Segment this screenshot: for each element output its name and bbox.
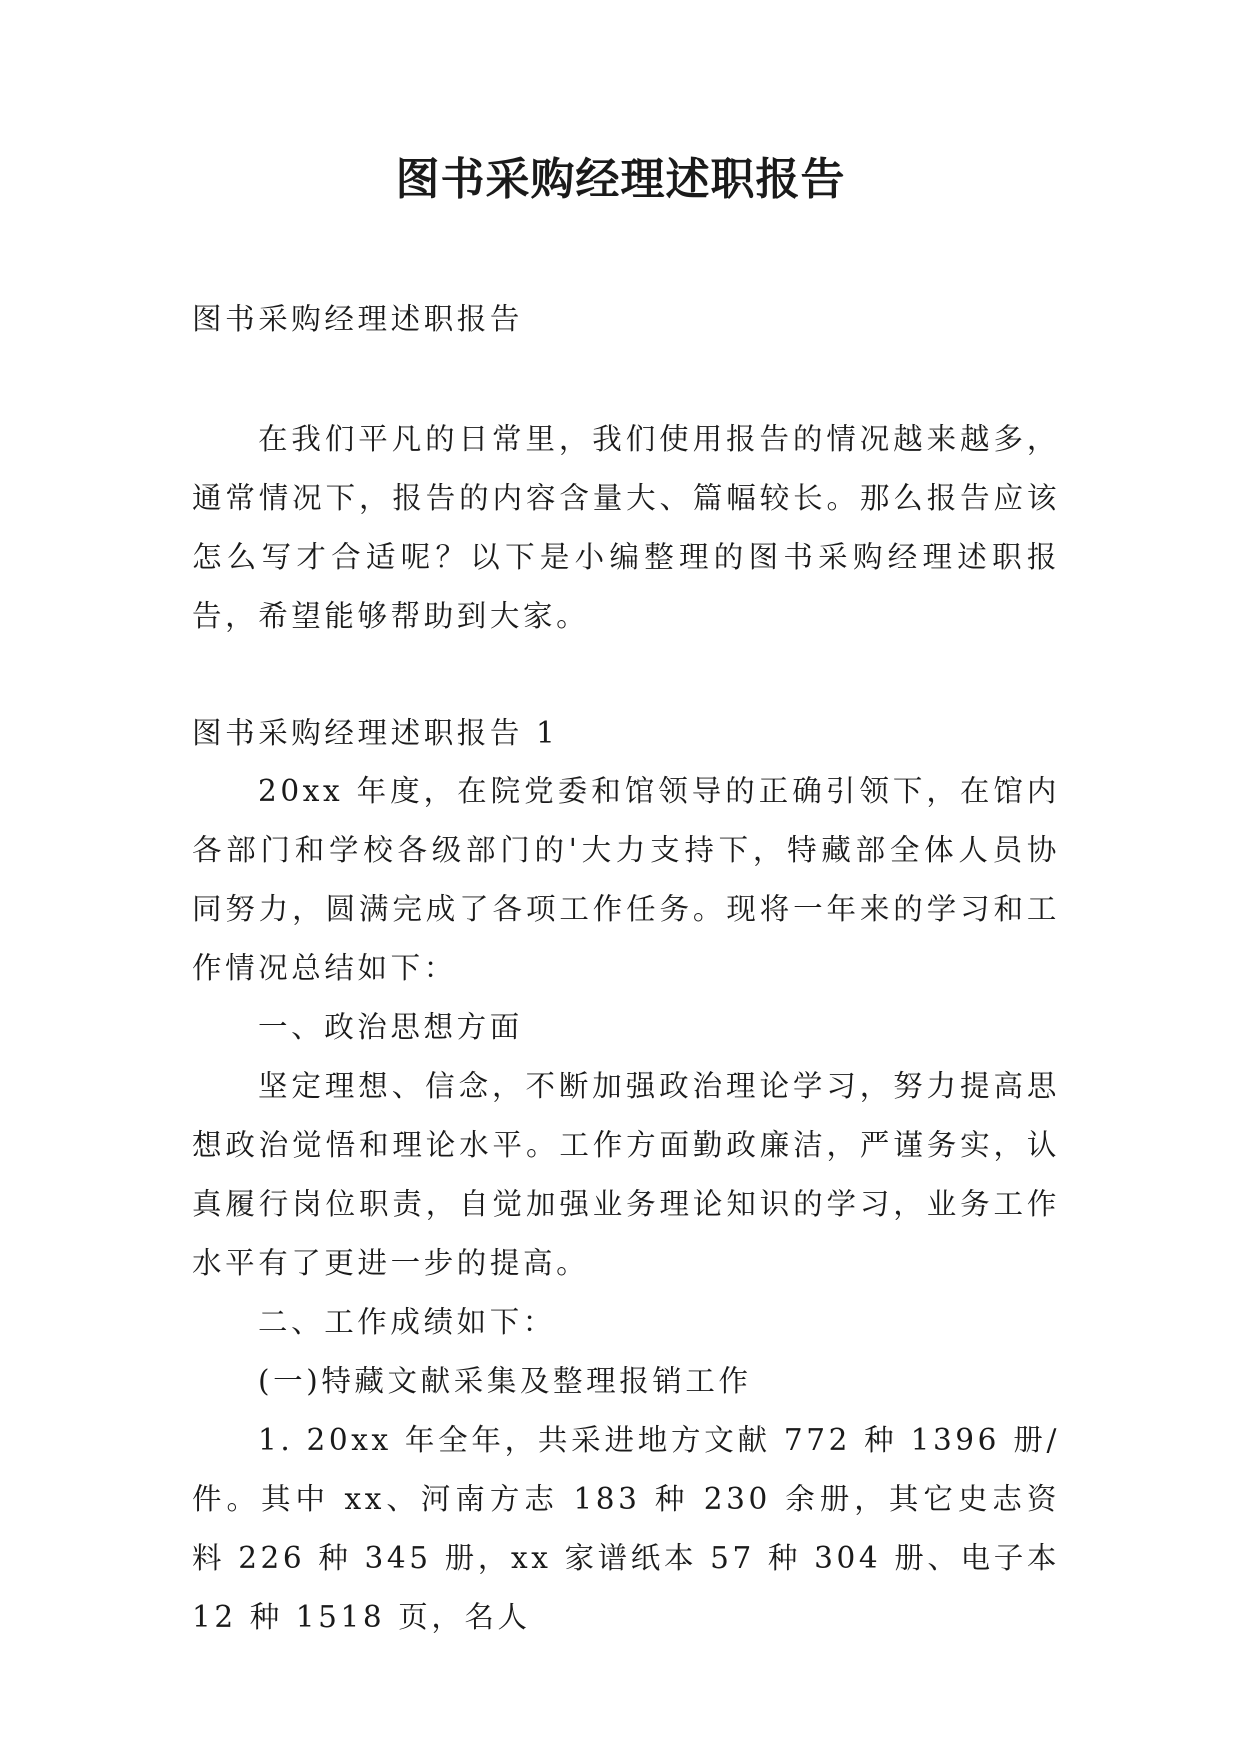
subheading-collection: (一)特藏文献采集及整理报销工作 [258,1364,752,1398]
spacer [192,646,1060,704]
document-body [192,290,1060,1647]
heading-results: 二、工作成绩如下： [258,1305,556,1339]
politics-paragraph: 坚定理想、信念，不断加强政治理论学习，努力提高思想政治觉悟和理论水平。工作方面勤政廉洁，严谨务实，认真履行岗位职责，自觉加强业务理论知识的学习，业务工作水平有了更进一步的提高。 [192,1069,1060,1280]
document-title: 图书采购经理述职报告 [395,154,846,205]
spacer [192,348,1060,410]
document-subtitle: 图书采购经理述职报告 [192,302,524,336]
section-title: 图书采购经理述职报告 1 [192,716,559,750]
heading-politics: 一、政治思想方面 [258,1010,523,1044]
section-intro-paragraph: 20xx 年度，在院党委和馆领导的正确引领下，在馆内各部门和学校各级部门的'大力支持下，特藏部全体人员协同努力，圆满完成了各项工作任务。现将一年来的学习和工作情况总结如下： [192,774,1060,985]
item-1-paragraph: 1. 20xx 年全年，共采进地方文献 772 种 1396 册/件。其中 xx、河南方志 183 种 230 余册，其它史志资料 226 种 345 册，xx 家谱纸本 57 种 304 册、电子本 12 种 1518 页，名人 [192,1423,1060,1634]
intro-paragraph: 在我们平凡的日常里，我们使用报告的情况越来越多，通常情况下，报告的内容含量大、篇幅较长。那么报告应该怎么写才合适呢？以下是小编整理的图书采购经理述职报告，希望能够帮助到大家。 [192,422,1060,633]
